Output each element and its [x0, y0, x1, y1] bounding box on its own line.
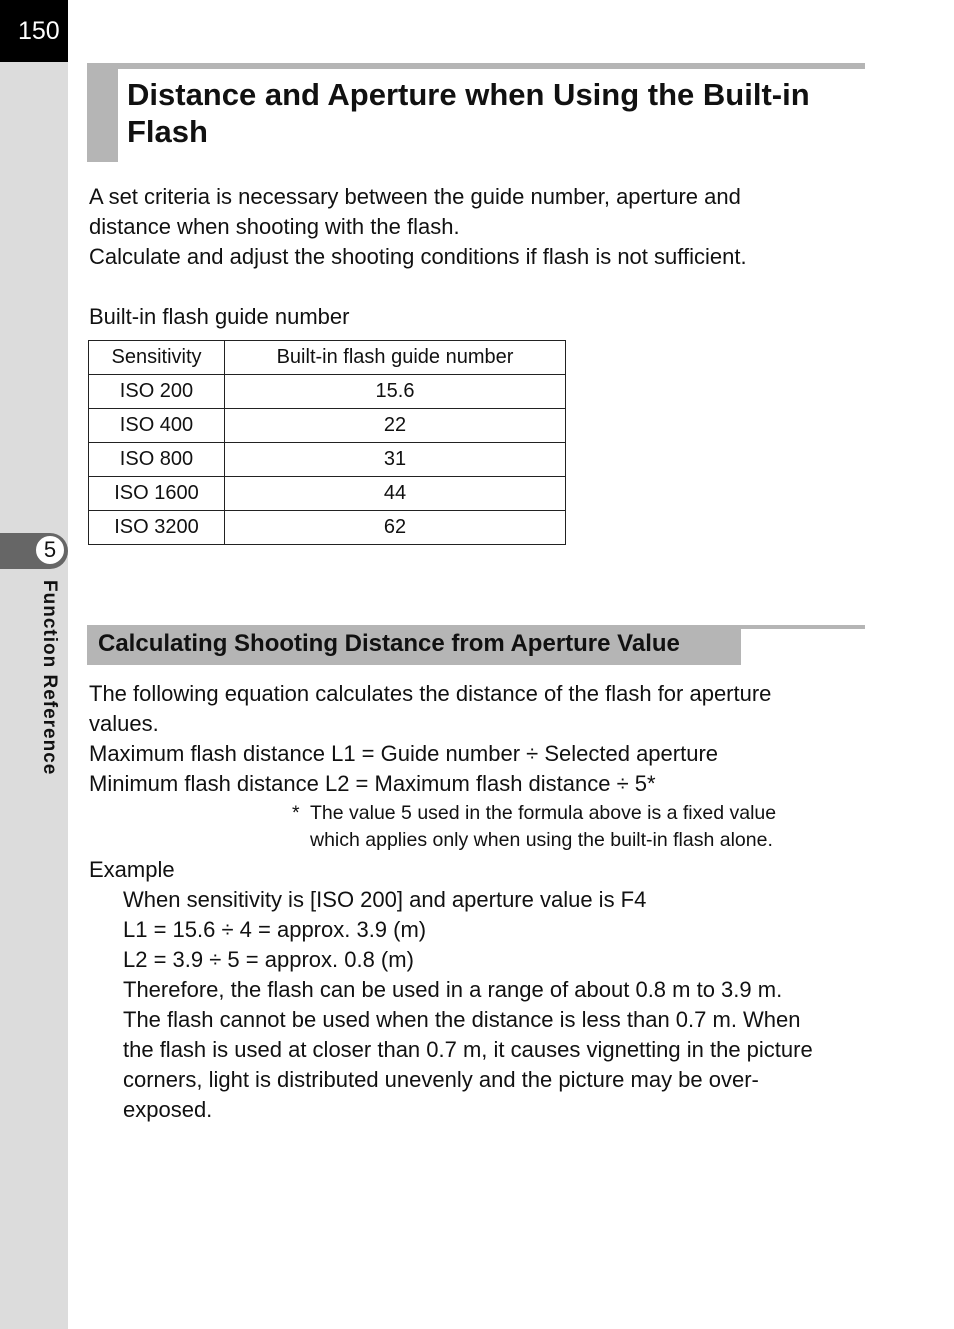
- footnote-line-2: which applies only when using the built-in flash alone.: [310, 829, 773, 851]
- guide-number-table: [88, 340, 566, 545]
- page-number: 150: [0, 0, 68, 62]
- example-line-5: The flash cannot be used when the distance is less than 0.7 m. When: [123, 1007, 801, 1032]
- table-cell-sensitivity: ISO 1600: [89, 477, 225, 511]
- table-row: [89, 511, 566, 545]
- intro-line-2: distance when shooting with the flash.: [89, 214, 460, 239]
- table-cell-guide-number: 22: [225, 409, 566, 443]
- table-row: [89, 443, 566, 477]
- example-line-2: L1 = 15.6 ÷ 4 = approx. 3.9 (m): [123, 917, 427, 942]
- title-bar-top: [87, 63, 865, 69]
- chapter-label: Function Reference: [39, 580, 60, 776]
- table-header-row: [89, 341, 566, 375]
- table-row: [89, 375, 566, 409]
- example-line-6: the flash is used at closer than 0.7 m, it causes vignetting in the picture: [123, 1037, 813, 1062]
- table-cell-sensitivity: ISO 200: [89, 375, 225, 409]
- example-line-7: corners, light is distributed unevenly and the picture may be over-: [123, 1067, 759, 1092]
- footnote-line-1: The value 5 used in the formula above is a fixed value: [310, 802, 777, 824]
- section-line-2: values.: [89, 711, 159, 736]
- intro-line-1: A set criteria is necessary between the guide number, aperture and: [89, 184, 741, 209]
- section-title: Calculating Shooting Distance from Aperture Value: [98, 630, 680, 657]
- table-caption: Built-in flash guide number: [89, 304, 350, 329]
- example-line-8: exposed.: [123, 1097, 213, 1122]
- title-bar-accent: [87, 63, 118, 162]
- table-row: [89, 409, 566, 443]
- example-line-3: L2 = 3.9 ÷ 5 = approx. 0.8 (m): [123, 947, 414, 972]
- example-label: Example: [89, 857, 175, 882]
- formula-min-distance: Minimum flash distance L2 = Maximum flash distance ÷ 5*: [89, 771, 656, 796]
- formula-max-distance: Maximum flash distance L1 = Guide number ÷ Selected aperture: [89, 741, 719, 766]
- table-header-sensitivity: Sensitivity: [89, 341, 225, 375]
- page-title: Distance and Aperture when Using the Built-in Flash: [127, 77, 810, 149]
- example-line-1: When sensitivity is [ISO 200] and aperture value is F4: [123, 887, 647, 912]
- table-cell-guide-number: 62: [225, 511, 566, 545]
- table-cell-guide-number: 15.6: [225, 375, 566, 409]
- table-cell-guide-number: 44: [225, 477, 566, 511]
- table-row: [89, 477, 566, 511]
- chapter-number: 5: [35, 535, 65, 565]
- section-line-1: The following equation calculates the distance of the flash for aperture: [89, 681, 772, 706]
- table-header-guide-number: Built-in flash guide number: [225, 341, 566, 375]
- table-cell-sensitivity: ISO 400: [89, 409, 225, 443]
- footnote-marker: *: [292, 802, 300, 824]
- table-cell-guide-number: 31: [225, 443, 566, 477]
- table-cell-sensitivity: ISO 3200: [89, 511, 225, 545]
- table-cell-sensitivity: ISO 800: [89, 443, 225, 477]
- example-line-4: Therefore, the flash can be used in a range of about 0.8 m to 3.9 m.: [123, 977, 783, 1002]
- intro-line-3: Calculate and adjust the shooting conditions if flash is not sufficient.: [89, 244, 747, 269]
